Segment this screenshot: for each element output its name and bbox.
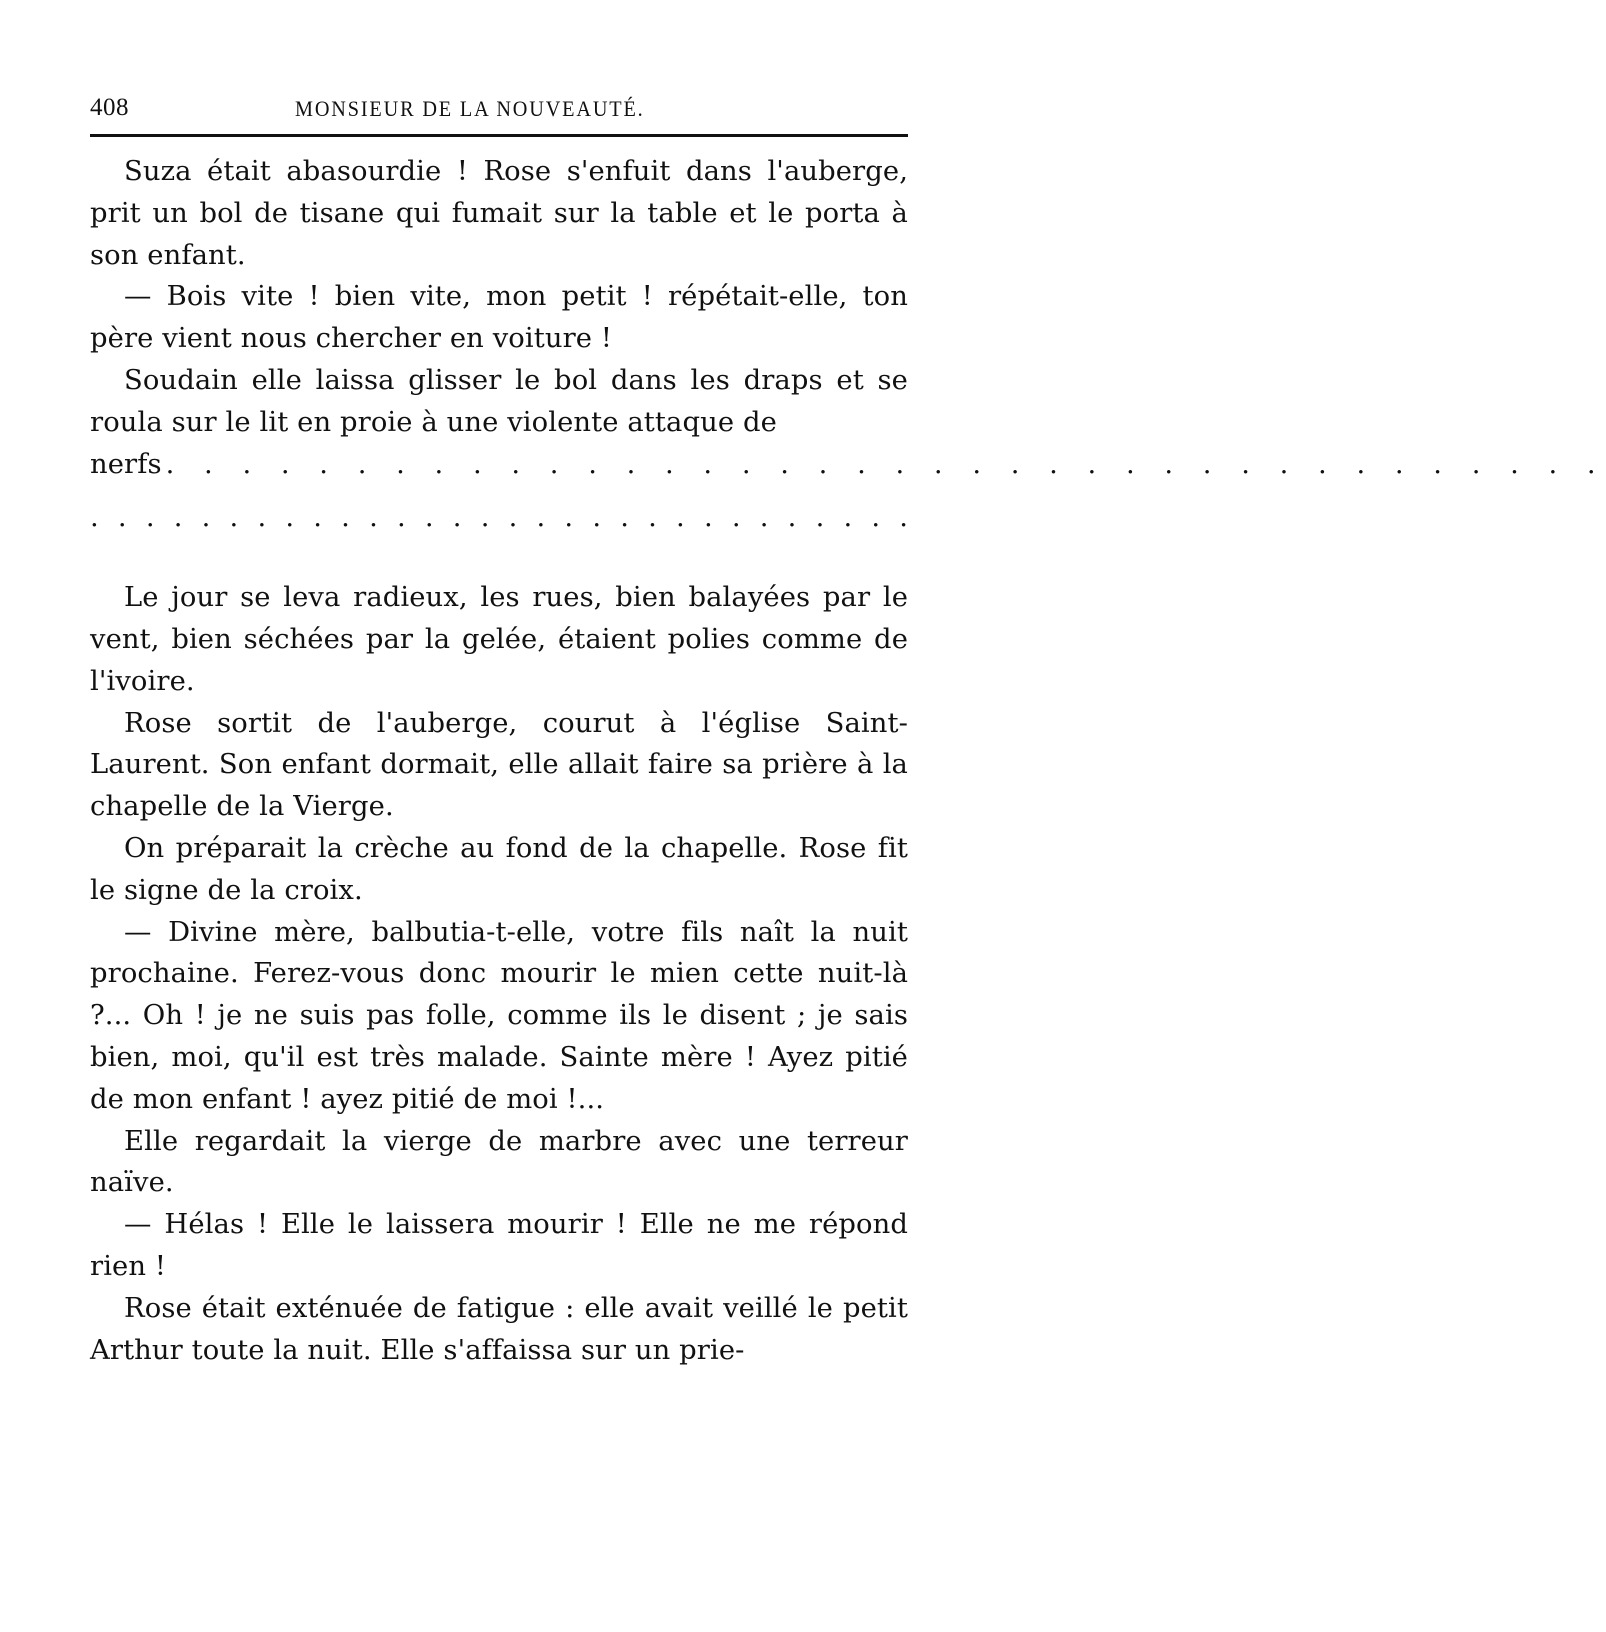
leader-word: nerfs: [90, 448, 162, 480]
ellipsis-dot: .: [201, 502, 211, 534]
section-gap: [90, 539, 908, 577]
ellipsis-dot: .: [480, 502, 490, 534]
ellipsis-dot: .: [899, 502, 908, 534]
ellipsis-dot: .: [229, 502, 239, 534]
book-page: [90, 88, 1606, 1371]
paragraph: — Bois vite ! bien vite, mon petit ! répétait-elle, ton père vient nous chercher en voiture !: [90, 281, 908, 355]
ellipsis-dot: .: [341, 502, 350, 534]
paragraph-leader-line: [90, 444, 1606, 486]
ellipsis-dot: .: [313, 502, 322, 534]
ellipsis-dot: .: [285, 502, 295, 534]
ellipsis-dot: .: [117, 502, 127, 534]
ellipsis-dot: .: [759, 502, 769, 534]
ellipsis-dot: .: [396, 502, 406, 534]
running-head: MONSIEUR DE LA NOUVEAUTÉ.: [295, 96, 645, 121]
ellipsis-dot: .: [257, 502, 267, 534]
section-break-dots: [90, 497, 908, 539]
ellipsis-dot: .: [508, 502, 518, 534]
page-number: 408: [90, 94, 129, 121]
ellipsis-dot: .: [815, 502, 825, 534]
paragraph: Soudain elle laissa glisser le bol dans les draps et se roula sur le lit en proie à une violente attaque de: [90, 364, 908, 438]
paragraph: — Divine mère, balbutia-t-elle, votre fils naît la nuit prochaine. Ferez-vous donc mourir le mien cette nuit-là ?... Oh ! je ne suis pas folle, comme ils le disent ; je sais bien, moi, qu'il est très malade. Sainte mère ! Ayez pitié de mon enfant ! ayez pitié de moi !...: [90, 916, 908, 1115]
ellipsis-dot: .: [173, 502, 183, 534]
header-rule: [90, 134, 908, 137]
ellipsis-dot: .: [843, 502, 853, 534]
ellipsis-dot: .: [452, 502, 462, 534]
ellipsis-dot: .: [703, 502, 713, 534]
ellipsis-dot: .: [787, 502, 797, 534]
paragraph: — Hélas ! Elle le laissera mourir ! Elle ne me répond rien !: [90, 1209, 908, 1282]
ellipsis-dot: .: [564, 502, 574, 534]
ellipsis-dot: .: [676, 502, 685, 534]
paragraph: On préparait la crèche au fond de la chapelle. Rose fit le signe de la croix.: [90, 832, 908, 906]
paragraph: Elle regardait la vierge de marbre avec une terreur naïve.: [90, 1125, 908, 1199]
ellipsis-dot: .: [90, 502, 99, 534]
page-header: [90, 88, 908, 128]
body-text: [90, 151, 1606, 1371]
ellipsis-dot: .: [145, 502, 155, 534]
paragraph: Rose était exténuée de fatigue : elle avait veillé le petit Arthur toute la nuit. Elle s'affaissa sur un prie-: [90, 1292, 908, 1366]
paragraph: Suza était abasourdie ! Rose s'enfuit dans l'auberge, prit un bol de tisane qui fumait sur la table et le porta à son enfant.: [90, 156, 908, 271]
ellipsis-dot: .: [648, 502, 657, 534]
ellipsis-dot: .: [424, 502, 434, 534]
ellipsis-dot: .: [536, 502, 546, 534]
leader-dots: . . . . . . . . . . . . . . . . . . . . . . . . . . . . . . . . . . . . . .: [165, 448, 1606, 480]
ellipsis-dot: .: [731, 502, 741, 534]
ellipsis-dot: .: [871, 502, 881, 534]
paragraph: Rose sortit de l'auberge, courut à l'église Saint-Laurent. Son enfant dormait, elle allait faire sa prière à la chapelle de la Vierge.: [90, 707, 908, 823]
ellipsis-dot: .: [592, 502, 602, 534]
ellipsis-dot: .: [620, 502, 629, 534]
ellipsis-dot: .: [369, 502, 378, 534]
paragraph: Le jour se leva radieux, les rues, bien balayées par le vent, bien séchées par la gelée, étaient polies comme de l'ivoire.: [90, 582, 908, 697]
